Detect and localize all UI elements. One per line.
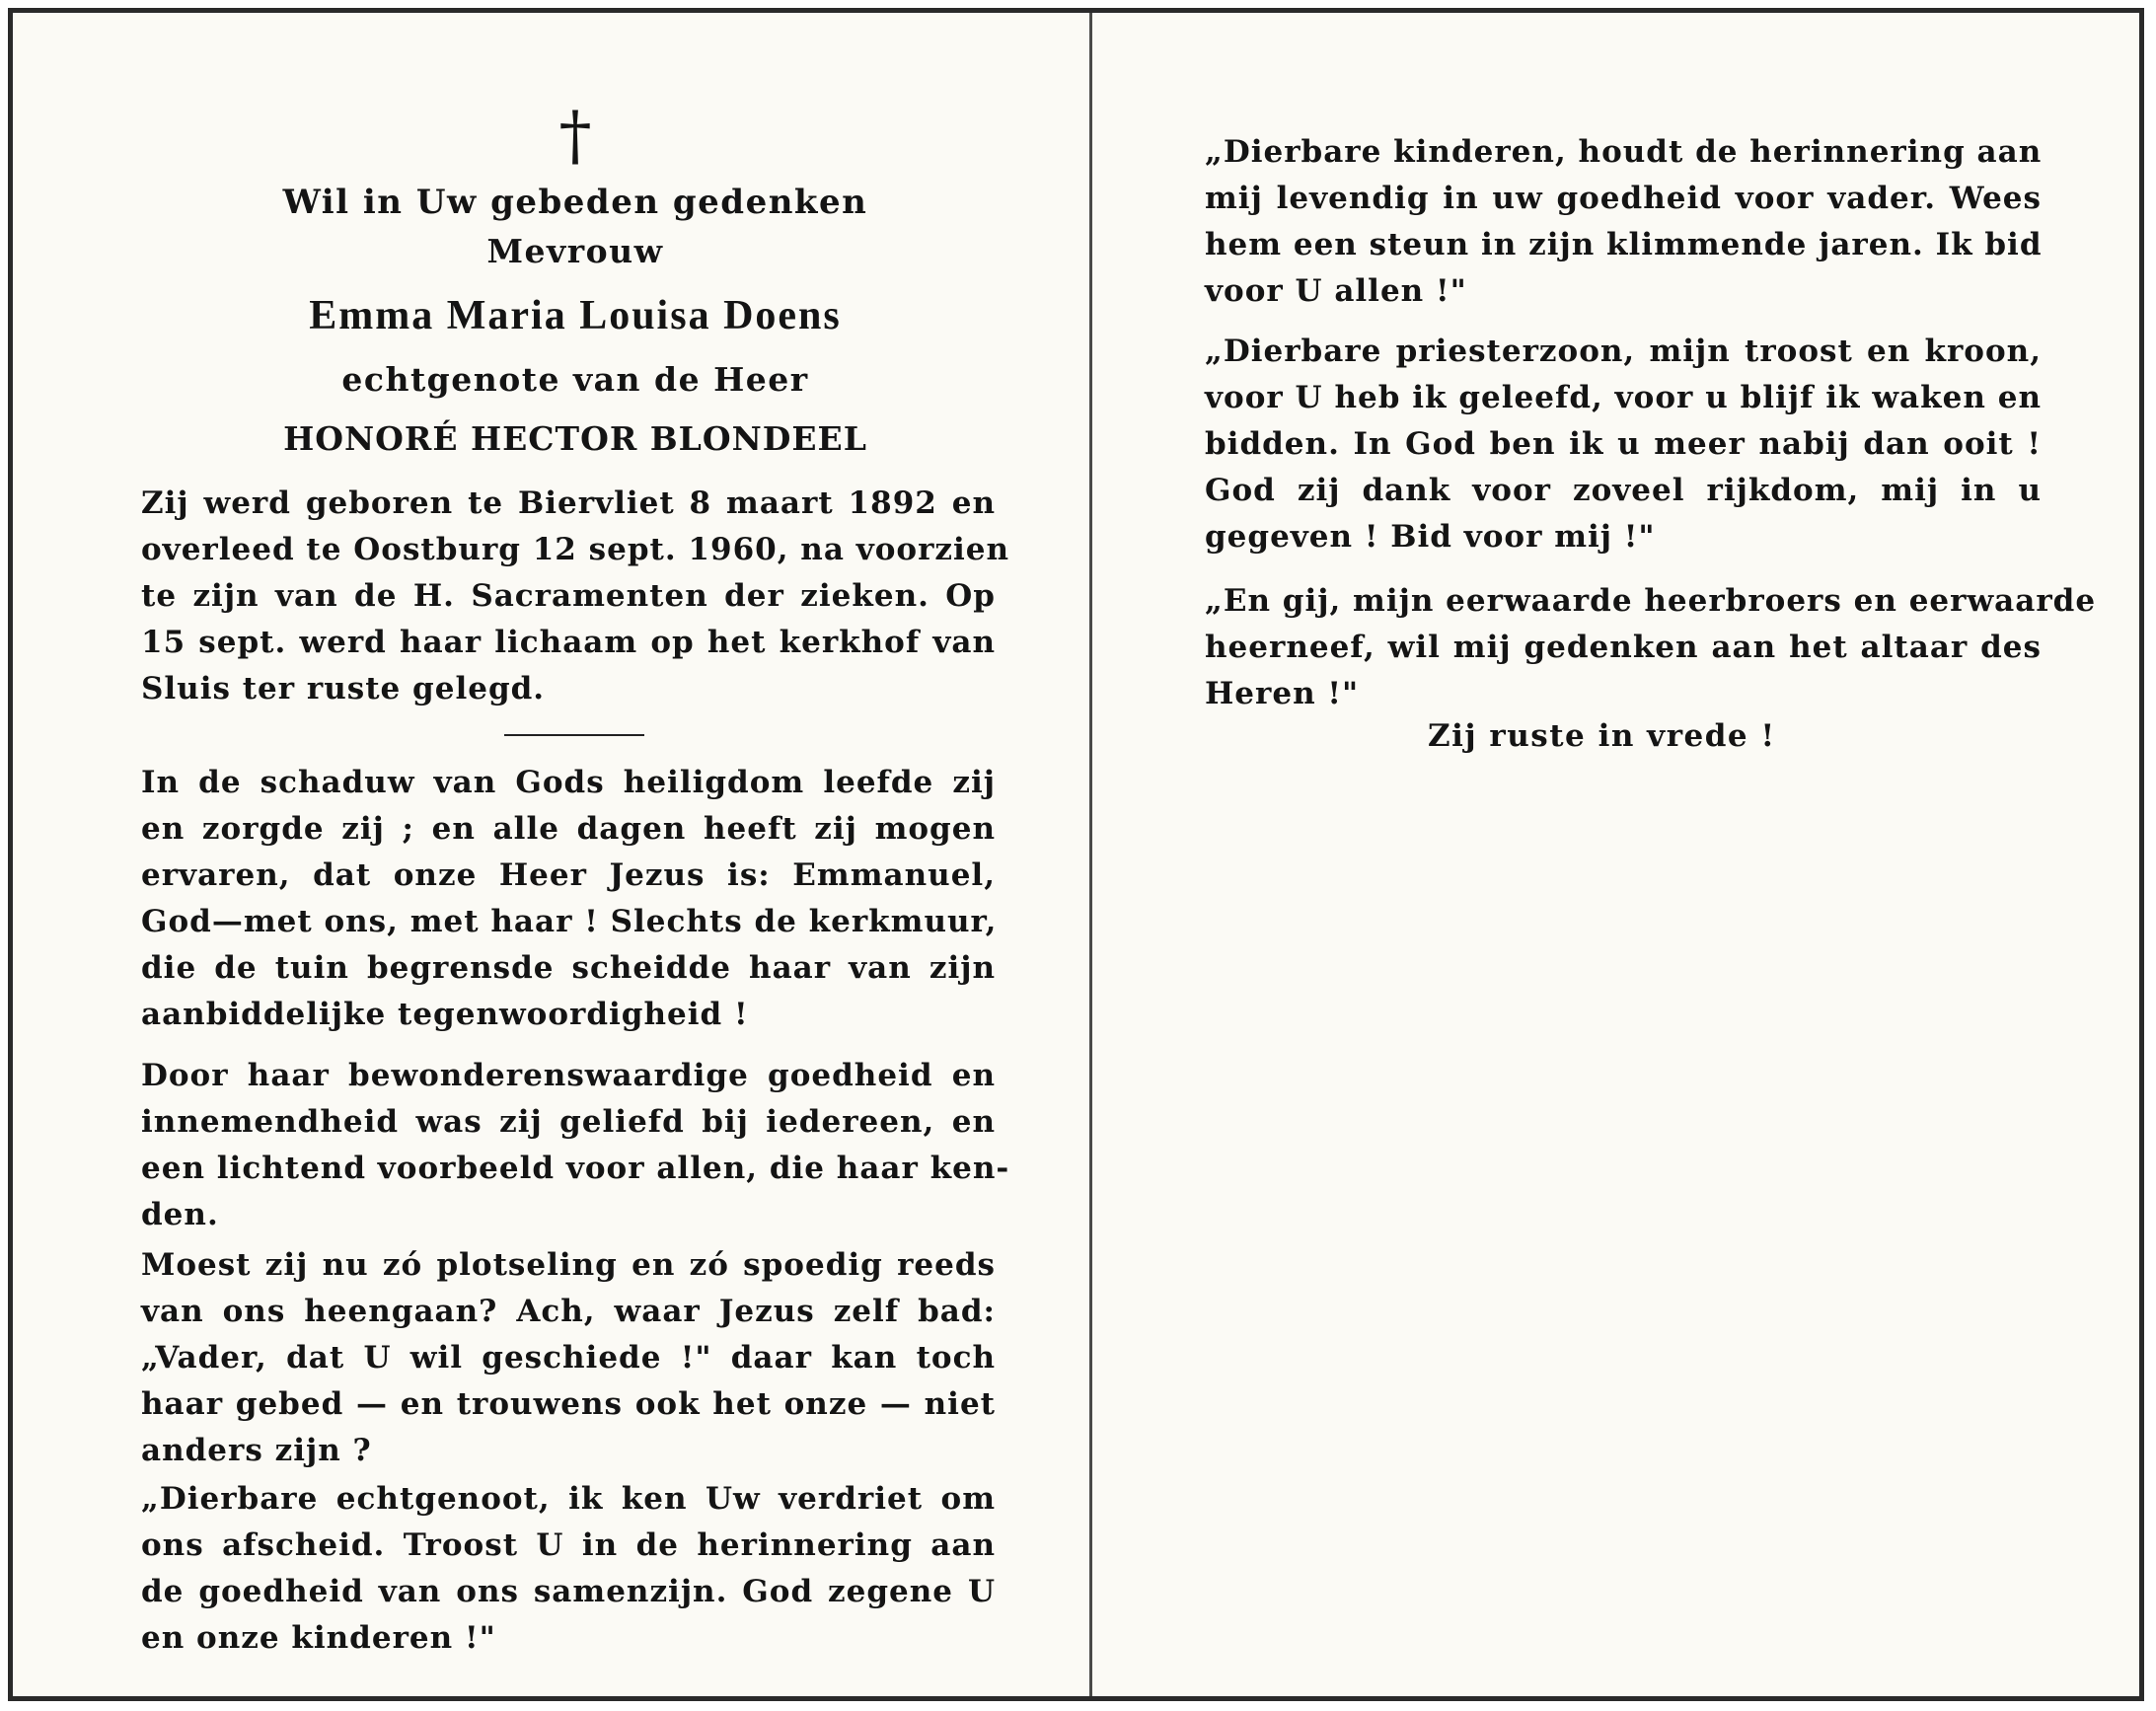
spouse-name: HONORÉ HECTOR BLONDEEL [283, 419, 867, 458]
paragraph-gods-heiligdom [141, 760, 996, 1038]
paragraph-goedheid [141, 1053, 1010, 1238]
text-line: „Dierbare priesterzoon, mijn troost en kroon, [1205, 334, 2042, 369]
paragraph-echtgenoot [141, 1476, 996, 1662]
honorific: Mevrouw [486, 232, 664, 270]
intro-line: Wil in Uw gebeden gedenken [282, 183, 868, 222]
text-line: „Dierbare kinderen, houdt de herinnering aan [1205, 134, 2043, 170]
text-line: en zorgde zij ; en alle dagen heeft zij mogen [141, 811, 996, 847]
text-line: Door haar bewonderenswaardige goedheid en [141, 1058, 996, 1093]
right-page [1092, 13, 2139, 1696]
text-line: ervaren, dat onze Heer Jezus is: Emmanuel, [141, 857, 996, 893]
text-line: haar gebed — en trouwens ook het onze — niet [141, 1386, 996, 1422]
paragraph-heerbroers [1205, 578, 2097, 717]
text-line: voor U allen !" [1205, 273, 1467, 309]
text-line: anders zijn ? [141, 1433, 372, 1468]
closing-line: Zij ruste in vrede ! [1428, 718, 1776, 754]
text-line: Heren !" [1205, 676, 1360, 711]
text-line: en onze kinderen !" [141, 1620, 496, 1656]
biography-line: overleed te Oostburg 12 sept. 1960, na voorzien [141, 532, 1010, 567]
paragraph-priesterzoon [1205, 329, 2042, 560]
left-page [13, 13, 1089, 1696]
text-line: „En gij, mijn eerwaarde heerbroers en eerwaarde [1205, 583, 2097, 619]
text-line: mij levendig in uw goedheid voor vader. Wees [1205, 181, 2042, 216]
text-line: die de tuin begrensde scheidde haar van zijn [141, 950, 996, 986]
text-line: de goedheid van ons samenzijn. God zegene U [141, 1574, 996, 1609]
text-line: bidden. In God ben ik u meer nabij dan ooit ! [1205, 426, 2042, 462]
biography-line: 15 sept. werd haar lichaam op het kerkhof van [141, 625, 996, 660]
text-line: van ons heengaan? Ach, waar Jezus zelf bad: [141, 1294, 996, 1329]
text-line: God zij dank voor zoveel rijkdom, mij in u [1205, 473, 2042, 508]
text-line: den. [141, 1197, 219, 1232]
text-line: voor U heb ik geleefd, voor u blijf ik waken en [1205, 380, 2042, 415]
text-line: „Vader, dat U wil geschiede !" daar kan toch [141, 1340, 996, 1376]
text-line: ons afscheid. Troost U in de herinnering aan [141, 1527, 996, 1563]
text-line: „Dierbare echtgenoot, ik ken Uw verdriet om [141, 1481, 996, 1517]
text-line: een lichtend voorbeeld voor allen, die haar ken- [141, 1151, 1010, 1186]
biography-line: Zij werd geboren te Biervliet 8 maart 1892 en [141, 485, 996, 521]
text-line: hem een steun in zijn klimmende jaren. Ik bid [1205, 227, 2043, 262]
text-line: innemendheid was zij geliefd bij iedereen, en [141, 1104, 996, 1140]
text-line: In de schaduw van Gods heiligdom leefde zij [141, 765, 996, 800]
text-line: heerneef, wil mij gedenken aan het altaar des [1205, 630, 2042, 665]
deceased-name: Emma Maria Louisa Doens [309, 293, 842, 338]
paragraph-kinderen [1205, 129, 2042, 315]
paragraph-plotseling [141, 1242, 996, 1474]
cross-icon: † [558, 98, 592, 174]
text-line: aanbiddelijke tegenwoordigheid ! [141, 997, 749, 1032]
text-line: gegeven ! Bid voor mij !" [1205, 519, 1656, 555]
spouse-intro: echtgenote van de Heer [341, 360, 809, 399]
biography [141, 481, 1010, 712]
text-line: God—met ons, met haar ! Slechts de kerkmuur, [141, 904, 998, 939]
memorial-card [8, 8, 2144, 1701]
biography-line: Sluis ter ruste gelegd. [141, 671, 546, 707]
biography-line: te zijn van de H. Sacramenten der zieken. Op [141, 578, 996, 614]
text-line: Moest zij nu zó plotseling en zó spoedig reeds [141, 1247, 996, 1283]
section-divider [504, 734, 644, 736]
